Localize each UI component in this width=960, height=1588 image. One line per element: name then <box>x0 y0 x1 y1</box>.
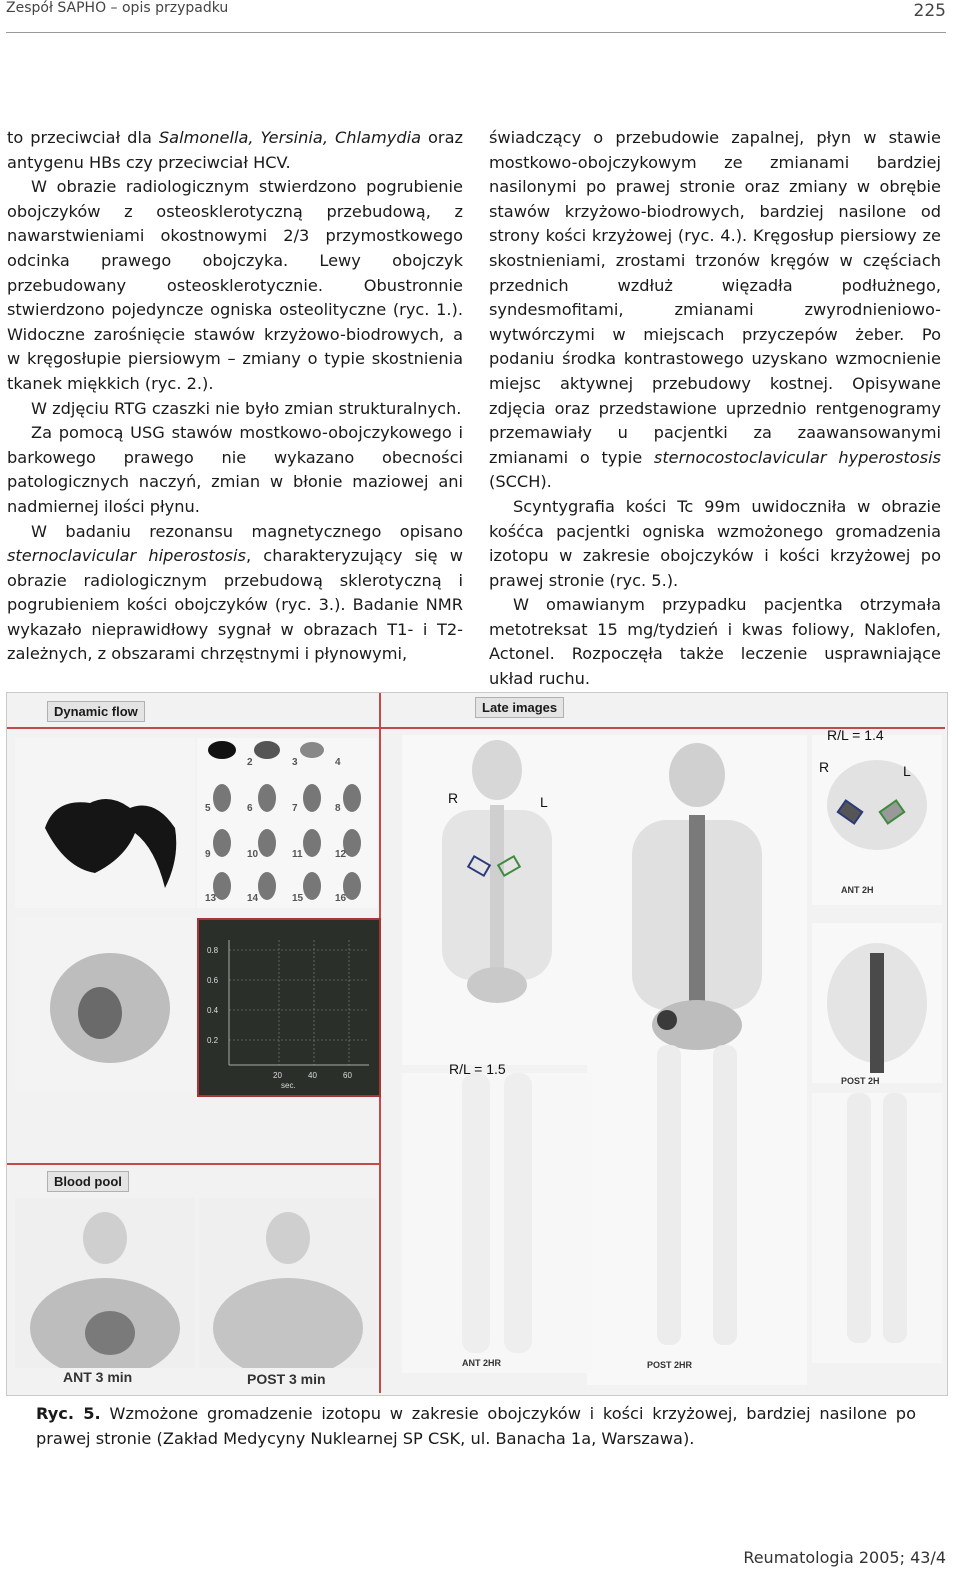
late-image-posterior-lower <box>812 1093 942 1363</box>
paragraph: W zdjęciu RTG czaszki nie było zmian strukturalnych. <box>31 398 462 418</box>
spot-label-ant: ANT 2H <box>841 885 874 895</box>
figure-caption <box>36 1402 916 1451</box>
panel-title-blood-pool: Blood pool <box>47 1171 129 1192</box>
divider-line <box>7 1163 379 1165</box>
time-activity-plot <box>197 918 381 1097</box>
late-label-post: POST 2HR <box>647 1360 693 1370</box>
spot-image-anterior <box>812 735 942 905</box>
blood-pool-posterior <box>199 1198 377 1368</box>
frame-number: 15 <box>292 893 304 904</box>
dynamic-flow-frames <box>197 738 377 908</box>
late-image-posterior <box>587 735 807 1385</box>
late-label-ant: ANT 2HR <box>462 1358 502 1368</box>
side-label-left: L <box>903 763 911 779</box>
left-column <box>7 126 463 667</box>
plot-x-tick: 20 <box>273 1071 282 1080</box>
frame-number: 16 <box>335 893 347 904</box>
side-label-right: R <box>819 759 830 775</box>
late-image-anterior-lower <box>402 1073 592 1373</box>
side-label-left: L <box>540 794 548 810</box>
plot-y-tick: 0.6 <box>207 976 219 985</box>
frame-number: 12 <box>335 849 347 860</box>
frame-number: 10 <box>247 849 259 860</box>
right-column <box>489 126 941 692</box>
ratio-label-bottom: R/L = 1.5 <box>449 1061 506 1077</box>
ratio-label-top: R/L = 1.4 <box>827 727 884 743</box>
panel-title-late-images: Late images <box>475 697 564 718</box>
page-header <box>6 0 946 30</box>
journal-footer: Reumatologia 2005; 43/4 <box>743 1548 946 1567</box>
dynamic-flow-sum-image <box>15 918 193 1093</box>
header-rule <box>6 32 946 33</box>
frame-number: 7 <box>292 803 298 814</box>
plot-y-tick: 0.2 <box>207 1036 219 1045</box>
paragraph: świadczący o przebudowie zapalnej, płyn w stawie mostkowo-obojczykowym ze zmianami bardziej nasilonymi po prawej stronie oraz zmiany w obrębie stawów krzyżowo-biodrowych, bardziej nasilone od strony kości krzyżowej (ryc. 4.). Kręgosłup piersiowy ze skostnieniami, zrostami trzonów kręgów w częściach przednich wzdłuż więzadła podłużnego, syndesmofitami, zmianami zwyrodnieniowo-wytwórczymi w miejscach przyczepów żeber. Po podaniu środka kontrastowego uzyskano wzmocnienie miejsc aktywnej przebudowy kostnej. Opisywane zdjęcia oraz przedstawione uprzednio rentgenogramy przemawiały u pacjentki za zaawansowanymi zmianami o typie sternocostoclavicular hyperostosis (SCCH). <box>489 128 941 492</box>
panel-title-dynamic-flow: Dynamic flow <box>47 701 145 722</box>
caption-lead: Ryc. 5. <box>36 1404 101 1423</box>
frame-number: 6 <box>247 803 253 814</box>
paragraph: W badaniu rezonansu magnetycznego opisano sternoclavicular hiperostosis, charakteryzujący się w obrazie radiologicznym przebudową sklerotyczną i pogrubieniem kości obojczyków (ryc. 3.). Badanie NMR wykazało nieprawidłowy sygnał w obrazach T1- i T2-zależnych, z obszarami chrzęstnymi i płynowymi, <box>7 521 463 664</box>
frame-number: 8 <box>335 803 341 814</box>
frame-number: 2 <box>247 757 253 768</box>
plot-y-tick: 0.8 <box>207 946 219 955</box>
blood-pool-label-ant: ANT 3 min <box>63 1369 133 1385</box>
spot-image-posterior <box>812 923 942 1083</box>
plot-y-tick: 0.4 <box>207 1006 219 1015</box>
side-label-right: R <box>448 790 459 806</box>
paragraph: W obrazie radiologicznym stwierdzono pogrubienie obojczyków z osteosklerotyczną przebudową, z nawarstwieniami okostnowymi 2/3 przymostkowego odcinka prawego obojczyka. Lewy obojczyk przebudowany osteosklerotycznie. Obustronnie stwierdzono pojedyncze ogniska osteolityczne (ryc. 1.). Widoczne zarośnięcie stawów krzyżowo-biodrowych, a w kręgosłupie piersiowym – zmiany o typie skostnienia tkanek miękkich (ryc. 2.). <box>7 177 463 393</box>
dynamic-flow-image <box>15 738 195 908</box>
paragraph: W omawianym przypadku pacjentka otrzymała metotreksat 15 mg/tydzień i kwas foliowy, Naklofen, Actonel. Rozpoczęła także leczenie usprawniające układ ruchu. <box>489 595 941 689</box>
paragraph: Scyntygrafia kości Tc 99m uwidoczniła w obrazie kośćca pacjentki ogniska wzmożonego gromadzenia izotopu w zakresie obojczyków i kości krzyżowej po prawej stronie (ryc. 5.). <box>489 496 941 590</box>
frame-number: 5 <box>205 803 211 814</box>
spot-label-post: POST 2H <box>841 1076 880 1086</box>
plot-x-unit: sec. <box>281 1081 296 1090</box>
scintigraphy-figure <box>6 692 948 1396</box>
caption-text: Wzmożone gromadzenie izotopu w zakresie obojczyków i kości krzyżowej, bardziej nasilone po prawej stronie (Zakład Medycyny Nuklearnej SP CSK, ul. Banacha 1a, Warszawa). <box>36 1404 916 1448</box>
late-image-anterior <box>402 735 592 1065</box>
frame-number: 3 <box>292 757 298 768</box>
frame-number: 4 <box>335 757 341 768</box>
plot-x-tick: 60 <box>343 1071 352 1080</box>
paragraph: Za pomocą USG stawów mostkowo-obojczykowego i barkowego prawego nie wykazano obecności patologicznych naczyń, zmian w błonie maziowej ani nadmiernej ilości płynu. <box>7 423 463 516</box>
frame-number: 14 <box>247 893 259 904</box>
divider-line <box>7 727 945 729</box>
paragraph: to przeciwciał dla Salmonella, Yersinia, Chlamydia oraz antygenu HBs czy przeciwciał HCV. <box>7 128 463 172</box>
running-title: Zespół SAPHO – opis przypadku <box>6 0 229 16</box>
plot-x-tick: 40 <box>308 1071 317 1080</box>
blood-pool-anterior <box>15 1198 195 1368</box>
page-number: 225 <box>913 1 946 21</box>
frame-number: 9 <box>205 849 211 860</box>
frame-number: 13 <box>205 893 217 904</box>
frame-number: 11 <box>292 849 303 860</box>
blood-pool-label-post: POST 3 min <box>247 1371 326 1387</box>
